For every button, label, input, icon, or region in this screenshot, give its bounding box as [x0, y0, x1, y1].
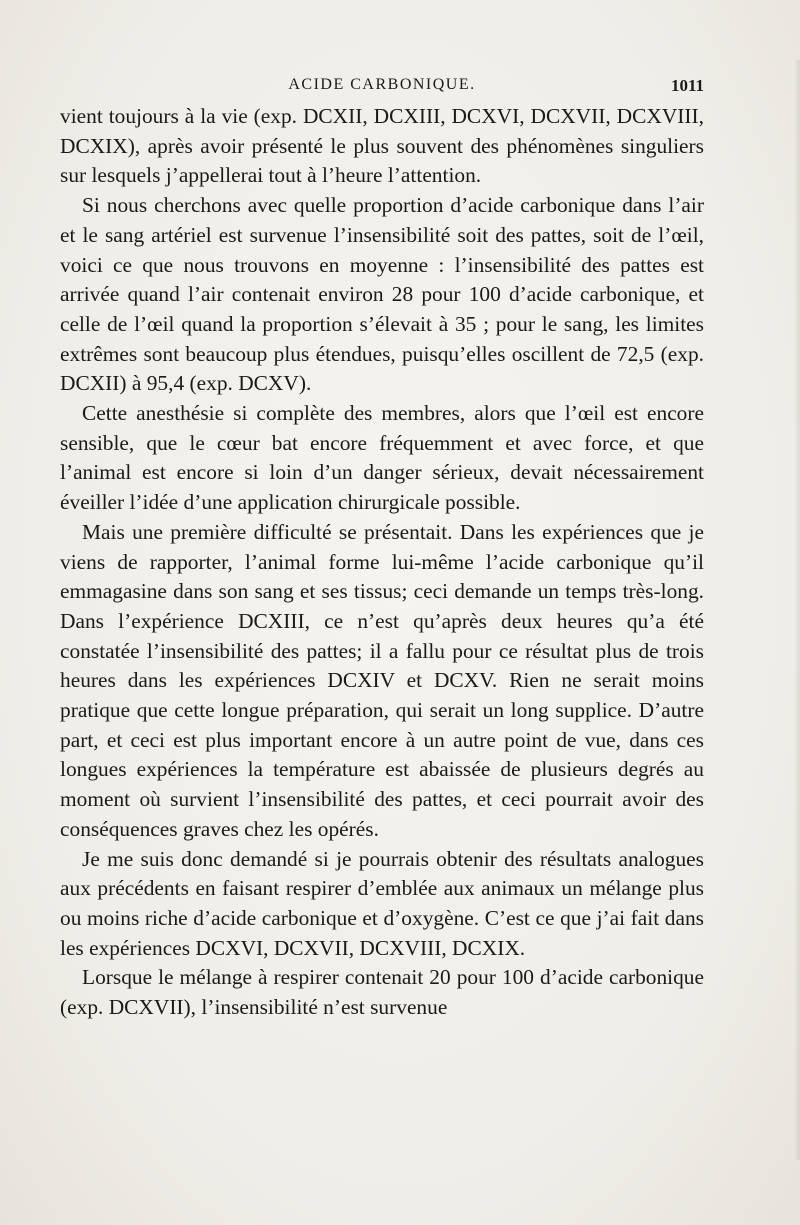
paragraph-continued: vient toujours à la vie (exp. DCXII, DCXIII, DCXVI, DCXVII, DCXVIII, DCXIX), après avoir présenté le plus souvent des phénomènes singuliers sur lesquels j’appellerai tout à l’heure l’attention.: [60, 104, 704, 188]
paragraph-final: Lorsque le mélange à respirer contenait 20 pour 100 d’acide carbonique (exp. DCXVII), l’insensibilité n’est survenue: [60, 965, 704, 1020]
page-edge-shadow: [794, 60, 800, 1160]
paragraph-difficulty: Mais une première difficulté se présentait. Dans les expériences que je viens de rapporter, l’animal forme lui-même l’acide carbonique qu’il emmagasine dans son sang et ses tissus; ceci demande un temps très-long. Dans l’expérience DCXIII, ce n’est qu’après deux heures qu’a été constatée l’insensibilité des pattes; il a fallu pour ce résultat plus de trois heures dans les expériences DCXIV et DCXV. Rien ne serait moins pratique que cette longue préparation, qui serait un long supplice. D’autre part, et ceci est plus important encore à un autre point de vue, dans ces longues expériences la température est abaissée de plusieurs degrés au moment où survient l’insensibilité des pattes, et ceci pourrait avoir des conséquences graves chez les opérés.: [60, 519, 704, 841]
running-title: ACIDE CARBONIQUE.: [288, 76, 476, 93]
paragraph-mixture: Je me suis donc demandé si je pourrais obtenir des résultats analogues aux précédents en faisant respirer d’emblée aux animaux un mélange plus ou moins riche d’acide carbonique et d’oxygène. C’est ce que j’ai fait dans les expériences DCXVI, DCXVII, DCXVIII, DCXIX.: [60, 846, 704, 960]
body-text: [60, 102, 704, 1023]
page-number: 1011: [670, 76, 704, 95]
running-head: [60, 76, 704, 98]
paragraph-proportion: Si nous cherchons avec quelle proportion d’acide carbonique dans l’air et le sang artériel est survenue l’insensibilité soit des pattes, soit de l’œil, voici ce que nous trouvons en moyenne : l’insensibilité des pattes est arrivée quand l’air contenait environ 28 pour 100 d’acide carbonique, et celle de l’œil quand la proportion s’élevait à 35 ; pour le sang, les limites extrêmes sont beaucoup plus étendues, puisqu’elles oscillent de 72,5 (exp. DCXII) à 95,4 (exp. DCXV).: [60, 193, 704, 396]
paragraph-anesthesia: Cette anesthésie si complète des membres, alors que l’œil est encore sensible, que le cœur bat encore fréquemment et avec force, et que l’animal est encore si loin d’un danger sérieux, devait nécessairement éveiller l’idée d’une application chirurgicale possible.: [60, 401, 704, 515]
